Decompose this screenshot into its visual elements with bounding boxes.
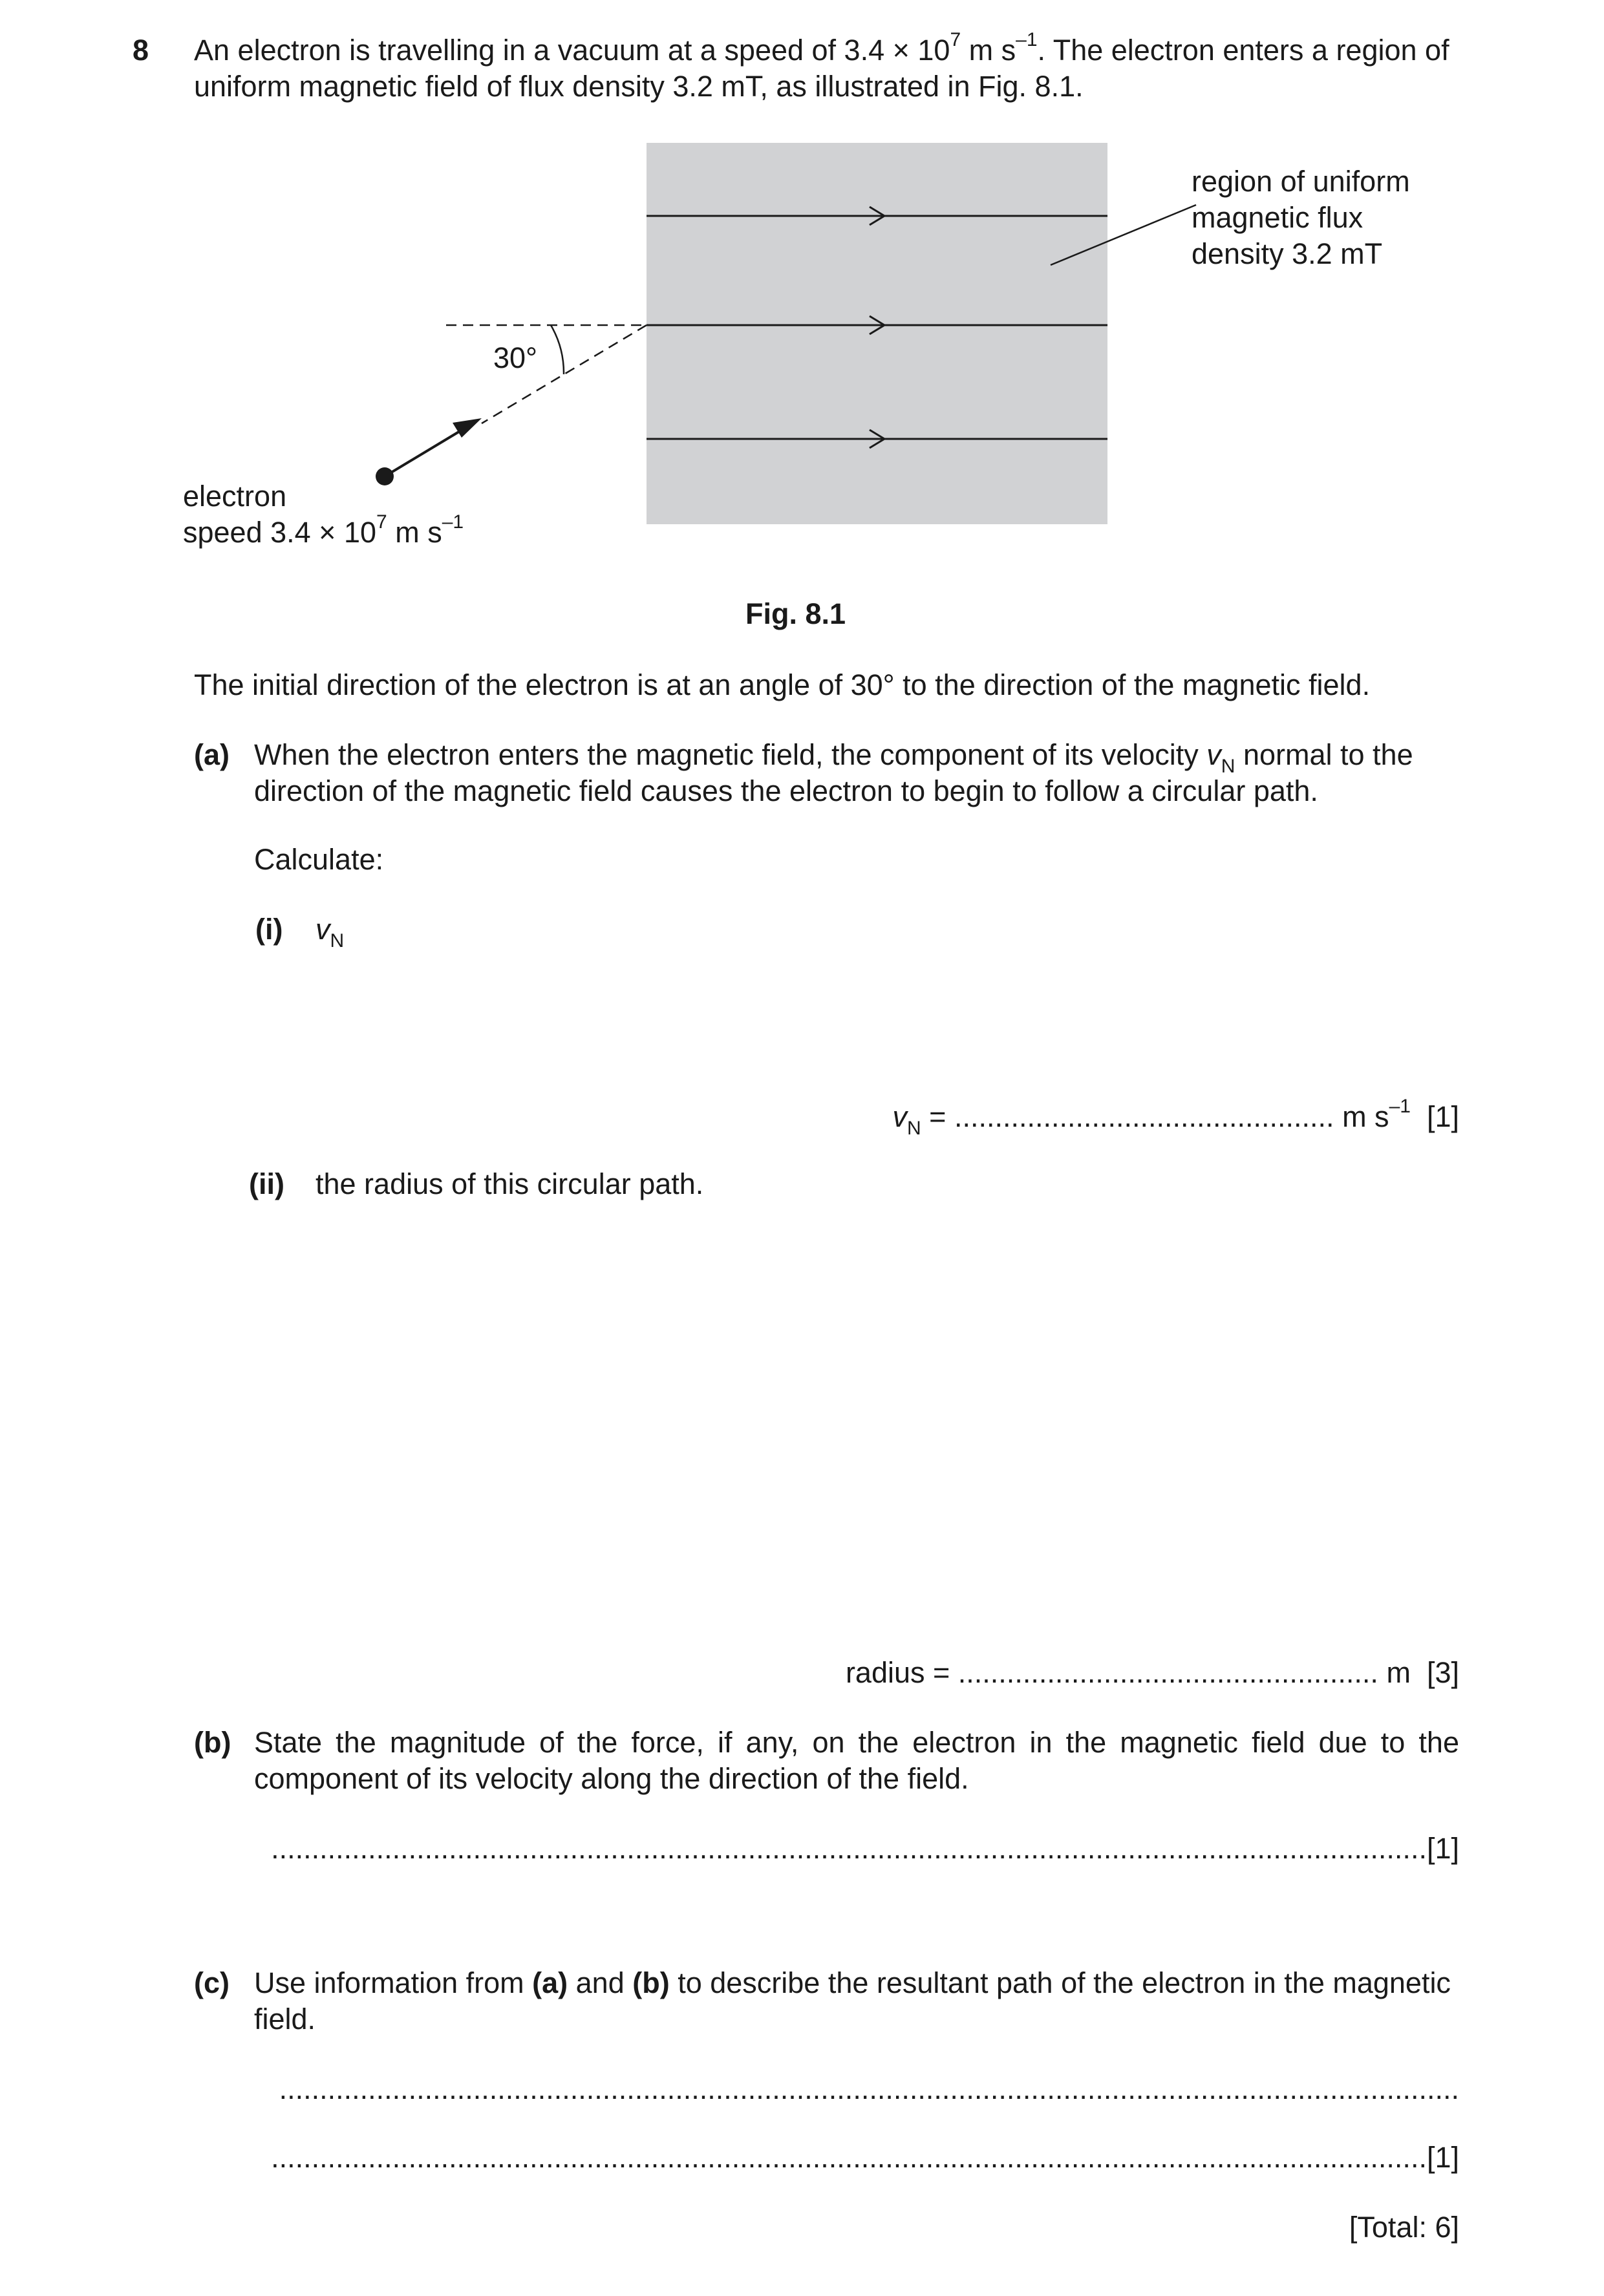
part-a-ii-text: the radius of this circular path. xyxy=(315,1167,704,1200)
region-label-line-1: region of uniform xyxy=(1192,165,1410,198)
velocity-arrow-shaft xyxy=(385,429,464,476)
vn-answer-line[interactable]: $v_N$ = ............................................... m $s^{-1}$ [1] xyxy=(892,1096,1459,1139)
intro-line-1: An electron is travelling in a vacuum at a speed of $3.4 \times 10^7$ m $s^{-1}$. The electron enters a region of xyxy=(194,29,1449,67)
part-c-answer-line-1[interactable]: .................................................................................................................................................. xyxy=(279,2072,1459,2105)
part-a-i-symbol: $v_N$ xyxy=(315,913,345,951)
velocity-arrowhead xyxy=(453,418,482,438)
part-b-line-1: State the magnitude of the force, if any, on the electron in the magnetic field due to the xyxy=(254,1726,1459,1759)
radius-marks: [3] xyxy=(1426,1656,1459,1689)
radius-answer-line[interactable]: radius = .................................................... m [3] xyxy=(845,1656,1459,1689)
angle-arc xyxy=(551,325,564,374)
intro-line-2: uniform magnetic field of flux density 3.2 mT, as illustrated in Fig. 8.1. xyxy=(194,70,1084,103)
vn-marks: [1] xyxy=(1426,1100,1459,1133)
part-a-label: (a) xyxy=(194,738,230,771)
part-b-line-2: component of its velocity along the direction of the field. xyxy=(254,1762,969,1795)
electron-dot xyxy=(376,467,394,485)
part-b-label: (b) xyxy=(194,1726,231,1759)
part-c-marks: [1] xyxy=(1426,2141,1459,2174)
angle-label: 30° xyxy=(493,341,538,374)
total-marks: [Total: 6] xyxy=(1349,2211,1459,2244)
electron-label-line-1: electron xyxy=(183,480,287,513)
part-c-line-1: Use information from (a) and (b) to describe the resultant path of the electron in the magnetic xyxy=(254,1966,1451,1999)
part-a-line-2: direction of the magnetic field causes the electron to begin to follow a circular path. xyxy=(254,774,1318,807)
part-c-label: (c) xyxy=(194,1966,230,1999)
field-region xyxy=(647,143,1107,524)
part-a-ii-label: (ii) xyxy=(249,1167,284,1200)
part-b-marks: [1] xyxy=(1426,1832,1459,1865)
part-c-answer-line-2[interactable]: ...............................................................................................................................................[1] xyxy=(271,2141,1459,2174)
electron-label-line-2: speed $3.4 \times 10^7$ m $s^{-1}$ xyxy=(183,511,464,549)
figure-caption: Fig. 8.1 xyxy=(745,597,846,630)
part-a-line-1: When the electron enters the magnetic field, the component of its velocity $v_N$ normal to the xyxy=(254,738,1413,777)
region-label-line-2: magnetic flux xyxy=(1192,201,1363,234)
part-b-answer-line[interactable]: ...............................................................................................................................................[1] xyxy=(271,1832,1459,1865)
initial-direction-text: The initial direction of the electron is at an angle of 30° to the direction of the magnetic field. xyxy=(194,668,1371,701)
region-label-line-3: density 3.2 mT xyxy=(1192,237,1383,270)
question-number: 8 xyxy=(133,34,149,67)
part-c-line-2: field. xyxy=(254,2003,316,2036)
calculate-label: Calculate: xyxy=(254,843,384,876)
part-a-i-label: (i) xyxy=(255,913,283,946)
